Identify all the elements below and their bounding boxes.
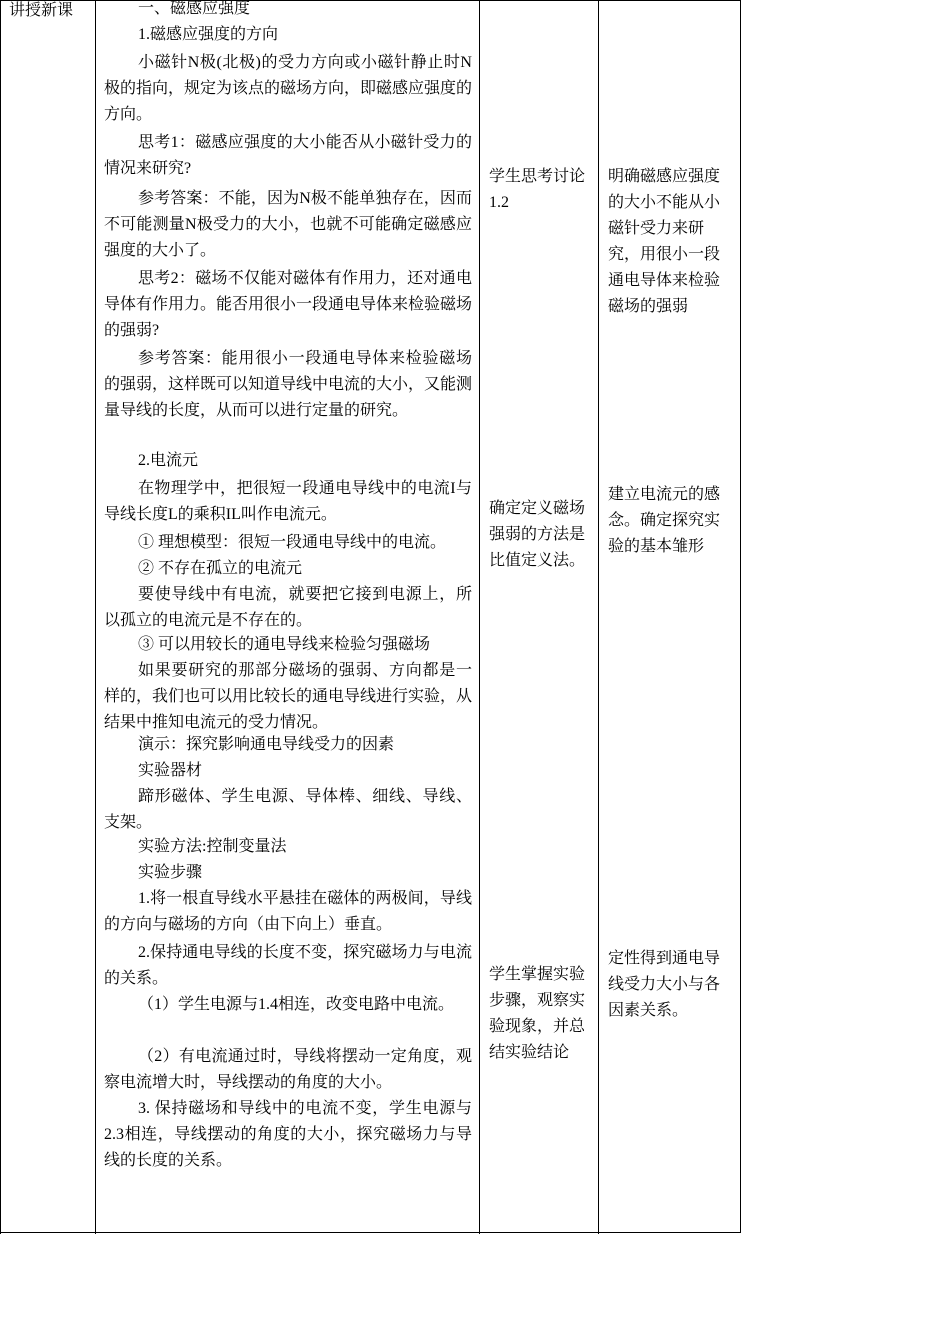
- content-step: （1）学生电源与1.4相连，改变电路中电流。: [138, 996, 455, 1013]
- content-paragraph: 演示：探究影响通电导线受力的因素: [138, 736, 395, 753]
- column-divider-1: [95, 1, 96, 1234]
- content-paragraph: 在物理学中，把很短一段通电导线中的电流I与导线长度L的乘积IL叫作电流元。: [104, 480, 472, 523]
- column-divider-2: [479, 1, 480, 1234]
- content-paragraph: 如果要研究的那部分磁场的强弱、方向都是一样的，我们也可以用比较长的通电导线进行实验，从结果中推知电流元的受力情况。: [104, 662, 473, 731]
- content-paragraph: ① 理想模型：很短一段通电导线中的电流。: [138, 534, 447, 551]
- column-divider-3: [598, 1, 599, 1234]
- section-label: 讲授新课: [9, 2, 74, 19]
- design-intent: 建立电流元的感念。确定探究实验的基本雏形: [608, 486, 721, 555]
- content-question: 思考1：磁感应强度的大小能否从小磁针受力的情况来研究?: [104, 134, 472, 177]
- content-paragraph: 要使导线中有电流，就要把它接到电源上，所以孤立的电流元是不存在的。: [104, 586, 472, 629]
- student-activity: 学生思考讨论1.2: [489, 168, 586, 211]
- content-paragraph: 实验器材: [138, 762, 203, 779]
- content-answer: 参考答案：不能，因为N极不能单独存在，因而不可能测量N极受力的大小，也就不可能确定磁感应强度的大小了。: [104, 190, 472, 259]
- content-paragraph: 实验方法:控制变量法: [138, 838, 287, 855]
- content-question: 思考2：磁场不仅能对磁体有作用力，还对通电导体有作用力。能否用很小一段通电导体来检验磁场的强弱?: [104, 270, 473, 339]
- design-intent: 定性得到通电导线受力大小与各因素关系。: [608, 950, 721, 1019]
- table-border-left: [0, 1, 1, 1234]
- content-subheading: 2.电流元: [138, 452, 199, 469]
- design-intent: 明确磁感应强度的大小不能从小磁针受力来研究，用很小一段通电导体来检验磁场的强弱: [608, 168, 721, 315]
- content-paragraph: 蹄形磁体、学生电源、导体棒、细线、导线、支架。: [104, 788, 472, 831]
- content-step: （2）有电流通过时，导线将摆动一定角度，观察电流增大时，导线摆动的角度的大小。: [104, 1048, 472, 1091]
- content-step: 2.保持通电导线的长度不变，探究磁场力与电流的关系。: [104, 944, 472, 987]
- content-step: 3. 保持磁场和导线中的电流不变，学生电源与2.3相连，导线摆动的角度的大小，探究磁场力与导线的长度的关系。: [104, 1100, 472, 1169]
- content-subheading: 1.磁感应强度的方向: [138, 26, 279, 43]
- student-activity: 学生掌握实验步骤，观察实验现象，并总结实验结论: [489, 966, 586, 1061]
- content-answer: 参考答案：能用很小一段通电导体来检验磁场的强弱，这样既可以知道导线中电流的大小，又能测量导线的长度，从而可以进行定量的研究。: [104, 350, 473, 419]
- content-heading: 一、磁感应强度: [138, 0, 251, 17]
- content-paragraph: ② 不存在孤立的电流元: [138, 560, 303, 577]
- content-step: 1.将一根直导线水平悬挂在磁体的两极间，导线的方向与磁场的方向（由下向上）垂直。: [104, 890, 472, 933]
- student-activity: 确定定义磁场强弱的方法是比值定义法。: [489, 500, 586, 569]
- content-paragraph: ③ 可以用较长的通电导线来检验匀强磁场: [138, 636, 431, 653]
- content-paragraph: 实验步骤: [138, 864, 203, 881]
- content-paragraph: 小磁针N极(北极)的受力方向或小磁针静止时N极的指向，规定为该点的磁场方向，即磁感应强度的方向。: [104, 54, 473, 123]
